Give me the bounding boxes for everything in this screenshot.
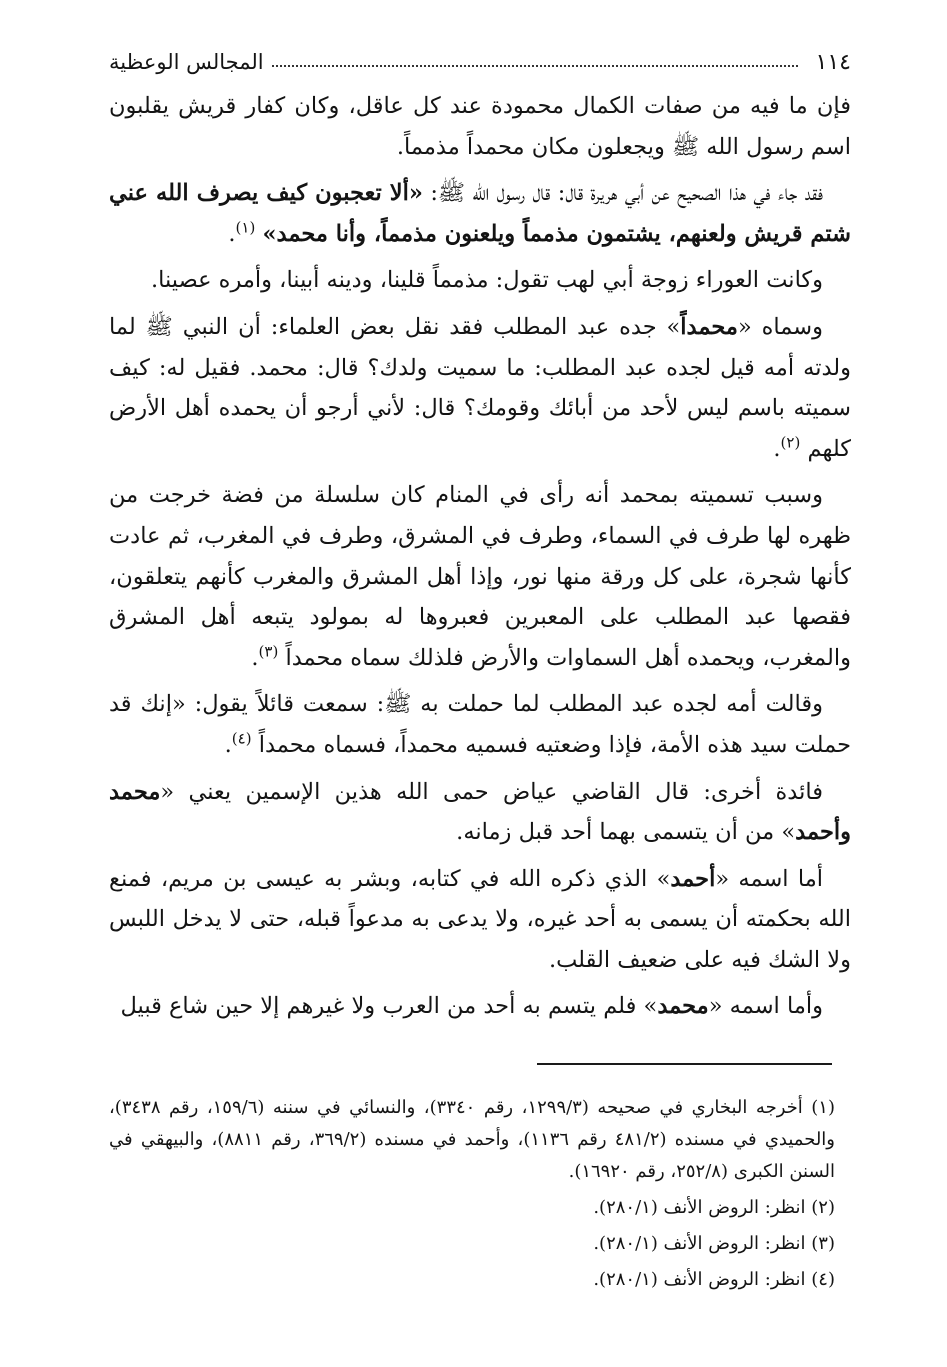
- book-title: المجالس الوعظية: [109, 50, 264, 74]
- paragraph-4: وسماه «محمداً» جده عبد المطلب فقد نقل بعض العلماء: أن النبي ﷺ لما ولدته أمه قيل لجده عبد المطلب: ما سميت ولدك؟ قال: محمد. فقيل له: كيف سميته باسم ليس لأحد من أبائك وقومك؟ قال: لأني أرجو أن يحمده أهل الأرض كلهم $^{(٢)}$.: [109, 313, 851, 462]
- footnote-4: (٤) انظر: الروض الأنف (٢٨٠/١).: [593, 1269, 835, 1290]
- footnote-separator: [537, 1063, 832, 1065]
- bold-name-muhammad: محمد: [657, 993, 709, 1020]
- page-number: ١١٤: [815, 49, 851, 75]
- footnote-3: (٣) انظر: الروض الأنف (٢٨٠/١).: [593, 1233, 835, 1254]
- paragraph-7: فائدة أخرى: قال القاضي عياض حمى الله هذين الإسمين يعني «محمد وأحمد» من أن يتسمى بهما أحد قبل زمانه.: [109, 778, 851, 846]
- running-header: [109, 42, 851, 82]
- footnote-ref-3: (٣): [258, 642, 279, 661]
- paragraph-3: وكانت العوراء زوجة أبي لهب تقول: مذمماً قلينا، ودينه أبينا، وأمره عصينا.: [150, 267, 823, 294]
- paragraph-6: وقالت أمه لجده عبد المطلب لما حملت به ﷺ: سمعت قائلاً يقول: «إنك قد حملت سيد هذه الأمة، فإذا وضعتيه فسميه محمداً، فسماه محمداً $^{(٤)}$.: [109, 691, 851, 758]
- hadith-quote: «ألا تعجبون كيف يصرف الله عني شتم قريش ولعنهم، يشتمون مذمماً ويلعنون مذمماً، وأنا محمد»: [109, 180, 851, 247]
- paragraph-2: فقد جاء في هذا الصحيح عن أبي هريرة قال: قال رسول الله ﷺ: «ألا تعجبون كيف يصرف الله عني شتم قريش ولعنهم، يشتمون مذمماً ويلعنون مذمماً، وأنا محمد» $^{(١)}$.: [109, 180, 851, 247]
- footnote-ref-2: (٢): [780, 433, 801, 452]
- bold-names: محمد وأحمد: [109, 778, 851, 846]
- footnotes: [109, 1092, 835, 1300]
- paragraph-5: وسبب تسميته بمحمد أنه رأى في المنام كان سلسلة من فضة خرجت من ظهره لها طرف في السماء، وطرف في المشرق، وطرف في المغرب، ثم عادت كأنها شجرة، على كل ورقة منها نور، وإذا أهل المشرق والمغرب كأنهم يتعلقون، فقصها عبد المطلب على المعبرين فعبروها له بمولود يتبعه أهل المشرق والمغرب، ويحمده أهل السماوات والأرض فلذلك سماه محمداً $^{(٣)}$.: [109, 482, 851, 671]
- header-dotted-leader: [272, 65, 798, 67]
- main-text: [109, 86, 851, 1033]
- footnote-2: (٢) انظر: الروض الأنف (٢٨٠/١).: [593, 1197, 835, 1218]
- footnote-1: (١) أخرجه البخاري في صحيحه (١٢٩٩/٣، رقم ٣٣٤٠)، والنسائي في سننه (١٥٩/٦، رقم ٣٤٣٨)، والحميدي في مسنده (٤٨١/٢ رقم ١١٣٦)، وأحمد في مسنده (٣٦٩/٢، رقم ٨٨١١)، والبيهقي في السنن الكبرى (٢٥٢/٨، رقم ١٦٩٢٠).: [109, 1097, 835, 1182]
- paragraph-9: وأما اسمه «محمد» فلم يتسم به أحد من العرب ولا غيرهم إلا حين شاع قبيل: [120, 993, 823, 1020]
- footnote-ref-1: (١): [235, 218, 256, 237]
- paragraph-1: فإن ما فيه من صفات الكمال محمودة عند كل عاقل، وكان كفار قريش يقلبون اسم رسول الله ﷺ ويجعلون مكان محمداً مذمماً.: [109, 93, 851, 160]
- footnote-ref-4: (٤): [231, 729, 252, 748]
- bold-name-muhammadan: محمداً: [680, 313, 738, 340]
- paragraph-8: أما اسمه «أحمد» الذي ذكره الله في كتابه، وبشر به عيسى بن مريم، فمنع الله بحكمته أن يسمى به أحد غيره، ولا يدعى به مدعواً قبله، حتى لا يدخل اللبس ولا الشك فيه على ضعيف القلب.: [109, 865, 851, 973]
- bold-name-ahmad: أحمد: [670, 865, 716, 892]
